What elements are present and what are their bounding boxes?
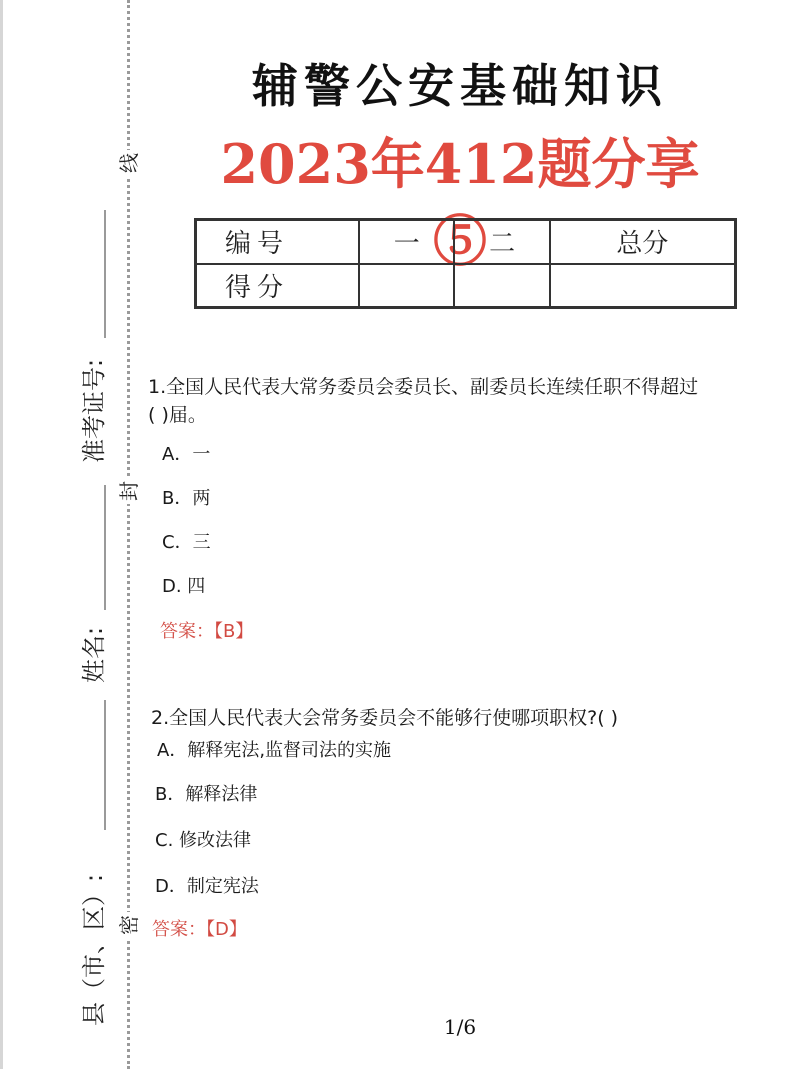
score-table-cell: 二: [454, 220, 549, 264]
score-input-cell[interactable]: [454, 264, 549, 308]
score-table-cell: 一: [359, 220, 454, 264]
question-1-option-a: A．一: [162, 444, 211, 465]
score-table-cell: 得分: [196, 264, 360, 308]
question-2-text: 2.全国人民代表大会常务委员会不能够行使哪项职权?( ): [151, 707, 619, 729]
question-2-option-a: A．解释宪法,监督司法的实施: [157, 740, 392, 761]
score-input-cell[interactable]: [359, 264, 454, 308]
seal-char-mi: 密: [116, 912, 142, 938]
score-table: [194, 218, 737, 309]
document-subtitle: 2023年412题分享⑤: [220, 132, 700, 273]
score-table-cell: 编号: [196, 220, 360, 264]
question-1-option-d: D. 四: [162, 576, 206, 597]
question-1-text: 1.全国人民代表大常务委员会委员长、副委员长连续任职不得超过: [148, 376, 699, 398]
question-1-text-cont: ( )届。: [148, 404, 207, 426]
score-table-cell: 总分: [550, 220, 736, 264]
score-input-cell[interactable]: [550, 264, 736, 308]
question-1-option-b: B．两: [162, 488, 211, 509]
score-table-header-row: [196, 220, 736, 264]
exam-id-label: 准考证号:: [80, 358, 108, 464]
question-2-answer: 答案：【D】: [152, 919, 247, 940]
score-table-score-row: [196, 264, 736, 308]
question-2-option-c: C. 修改法律: [155, 830, 252, 851]
page-number: 1/6: [443, 1015, 477, 1039]
question-1-option-c: C．三: [162, 532, 211, 553]
question-2-option-b: B．解释法律: [155, 784, 258, 805]
question-2-option-d: D．制定宪法: [155, 876, 259, 897]
name-label: 姓名:: [80, 626, 108, 684]
county-underline[interactable]: [104, 700, 106, 830]
document-title: 辅警公安基础知识: [252, 59, 668, 113]
county-label: 县（市、区）:: [80, 873, 108, 1027]
seal-char-xian: 线: [116, 150, 142, 176]
seal-char-feng: 封: [116, 478, 142, 504]
exam-id-underline[interactable]: [104, 210, 106, 338]
question-1-answer: 答案：【B】: [160, 621, 254, 642]
page-edge: [0, 0, 3, 1069]
